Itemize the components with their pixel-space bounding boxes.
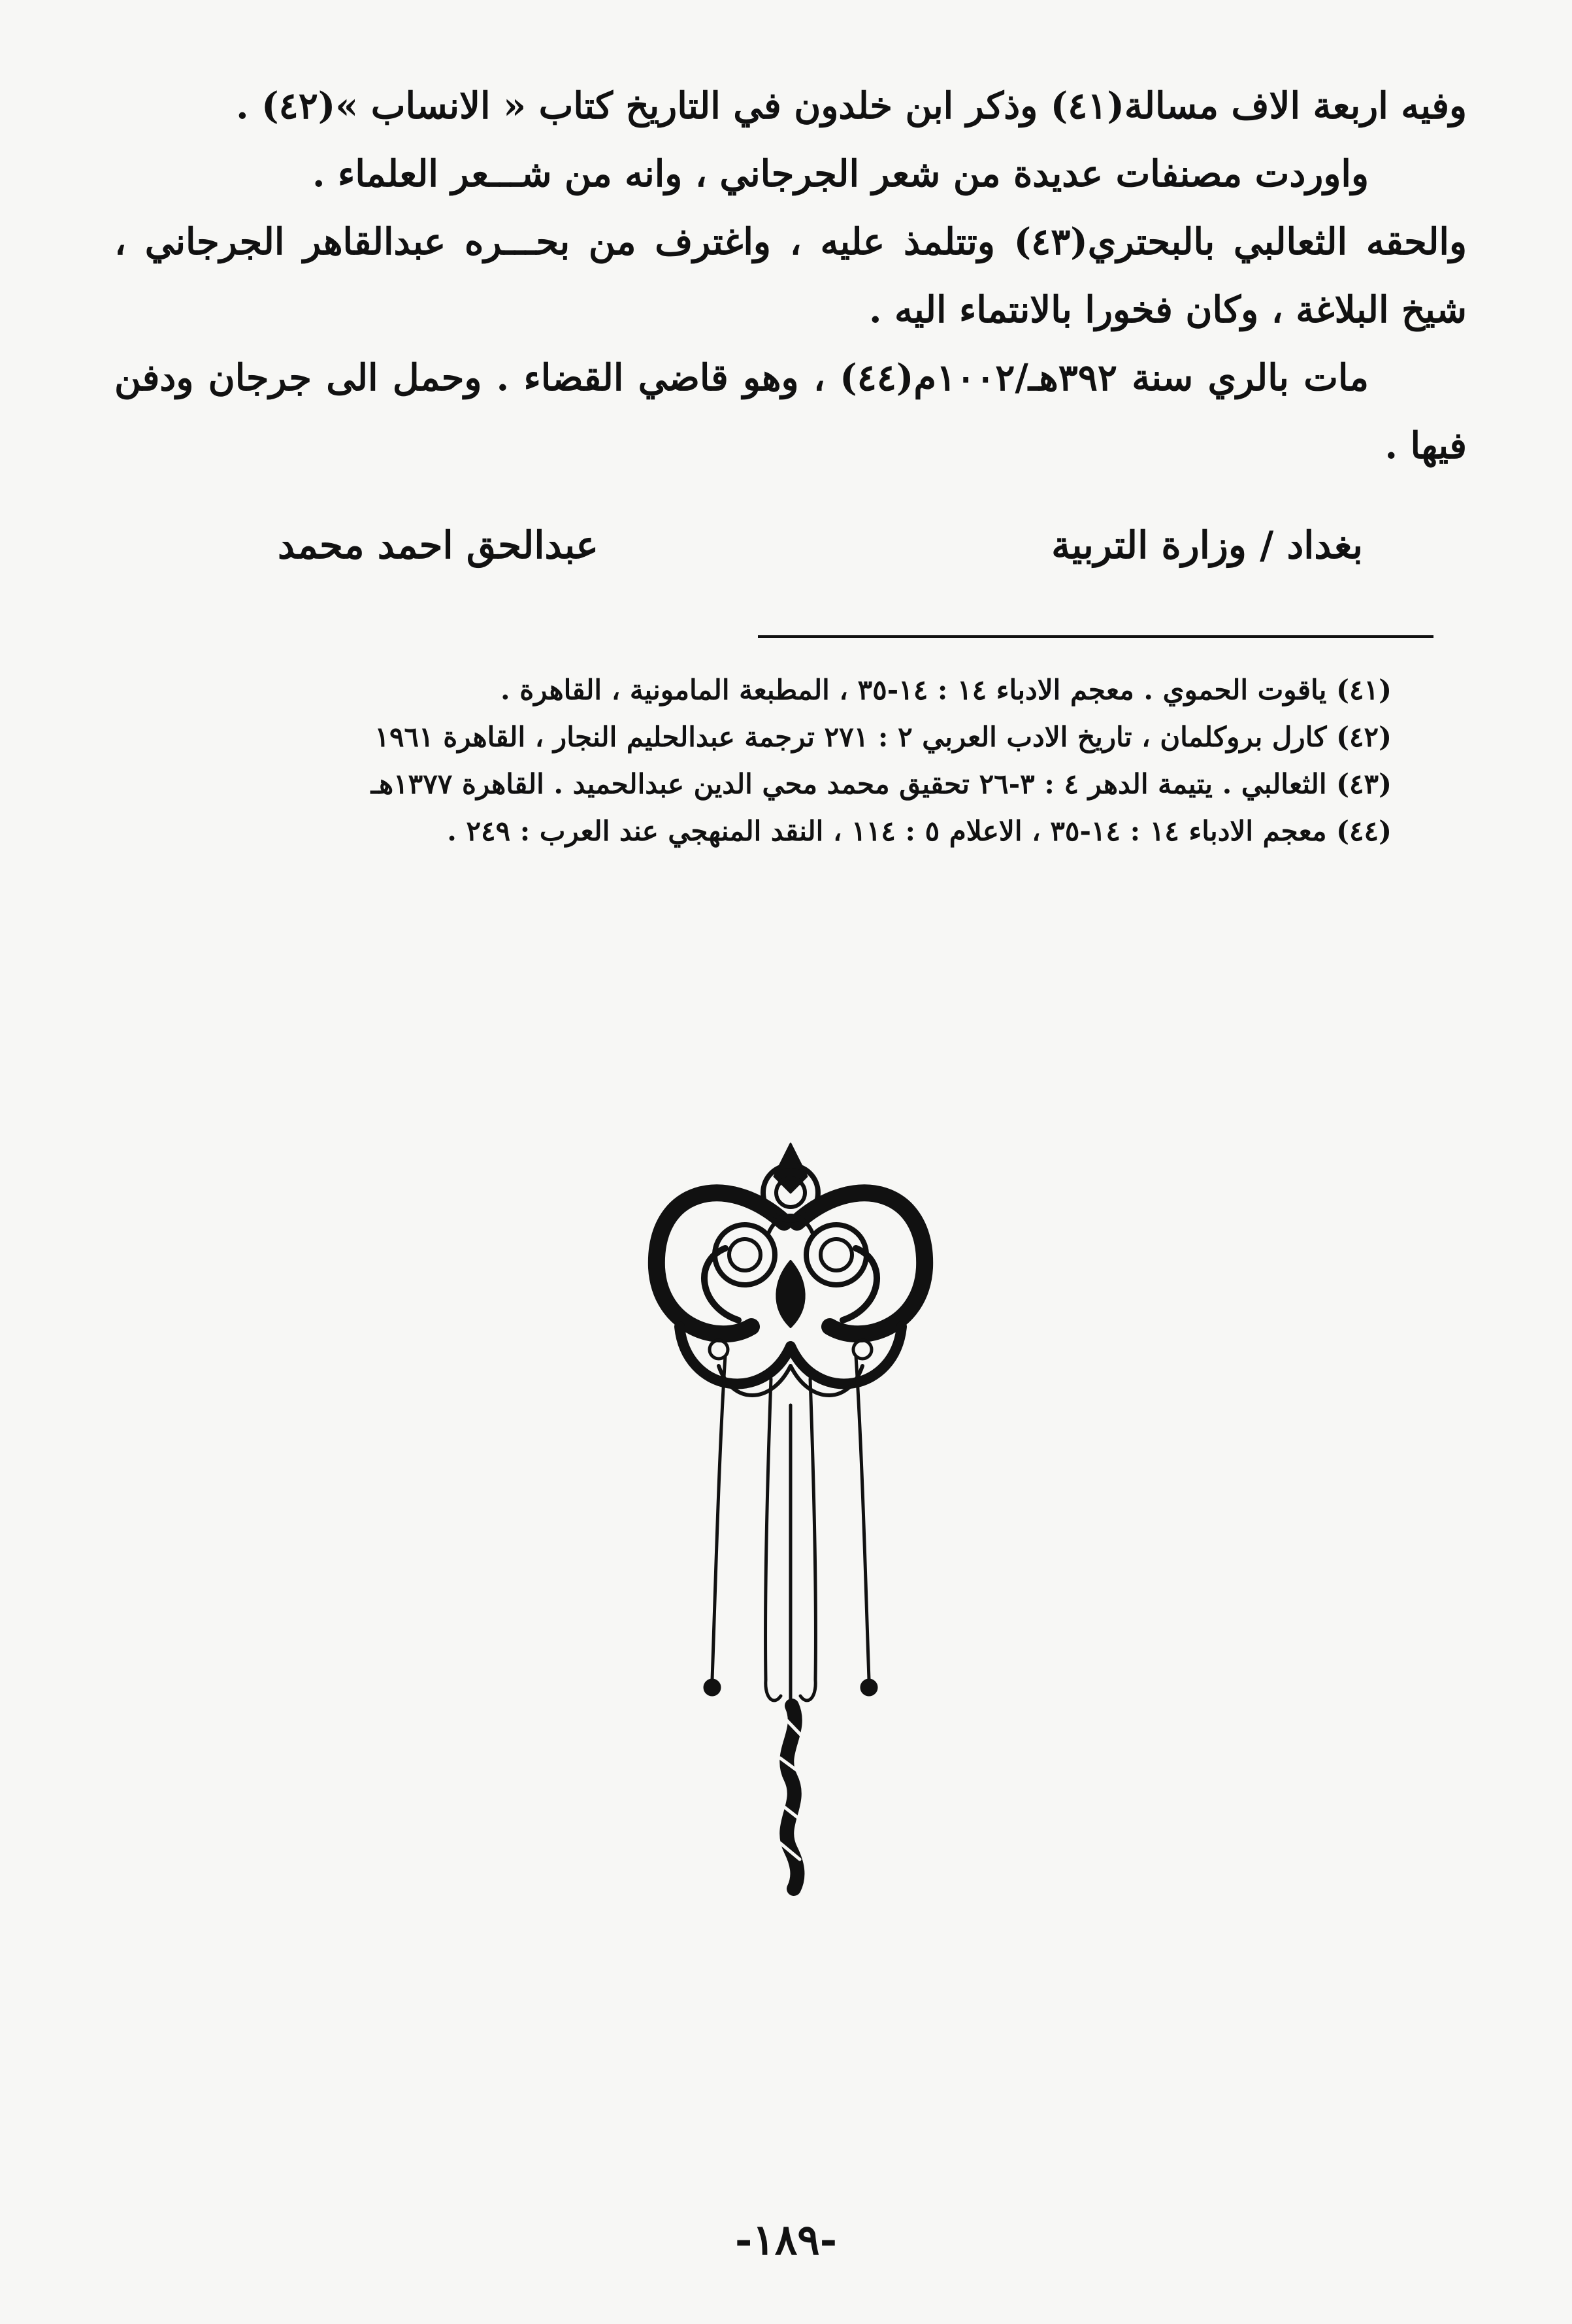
floral-ornament-icon bbox=[640, 1131, 941, 1902]
page-number: -١٨٩- bbox=[734, 2216, 838, 2265]
body-text bbox=[114, 72, 1467, 480]
footnote-item: (٤٢) كارل بروكلمان ، تاريخ الادب العربي ٢ : ٢٧١ ترجمة عبدالحليم النجار ، القاهرة ١٩٦١ bbox=[374, 721, 1392, 753]
body-line: والحقه الثعالبي بالبحتري(٤٣) وتتلمذ عليه ، واغترف من بحـــره عبدالقاهر الجرجاني ، شيخ البلاغة ، وكان فخورا بالانتماء اليه . bbox=[114, 220, 1467, 331]
signature-author: عبدالحق احمد محمد bbox=[278, 523, 598, 567]
footnote-item: (٤١) ياقوت الحموي . معجم الادباء ١٤ : ١٤-٣٥ ، المطبعة المامونية ، القاهرة . bbox=[500, 674, 1392, 706]
footnotes-list bbox=[118, 667, 1392, 855]
body-line: واوردت مصنفات عديدة من شعر الجرجاني ، وانه من شـــعر العلماء . bbox=[312, 152, 1369, 195]
footnote-item: (٤٤) معجم الادباء ١٤ : ١٤-٣٥ ، الاعلام ٥ : ١١٤ ، النقد المنهجي عند العرب : ٢٤٩ . bbox=[447, 815, 1392, 847]
footnote-divider bbox=[758, 635, 1433, 638]
body-line: مات بالري سنة ٣٩٢هـ/١٠٠٢م(٤٤) ، وهو قاضي القضاء . وحمل الى جرجان ودفن فيها . bbox=[114, 356, 1467, 467]
body-line: وفيه اربعة الاف مسالة(٤١) وذكر ابن خلدون في التاريخ كتاب « الانساب »(٤٢) . bbox=[236, 84, 1467, 127]
footnote-item: (٤٣) الثعالبي . يتيمة الدهر ٤ : ٣-٢٦ تحقيق محمد محي الدين عبدالحميد . القاهرة ١٣٧٧هـ bbox=[370, 768, 1392, 800]
signature-place: بغداد / وزارة التربية bbox=[1051, 523, 1363, 567]
